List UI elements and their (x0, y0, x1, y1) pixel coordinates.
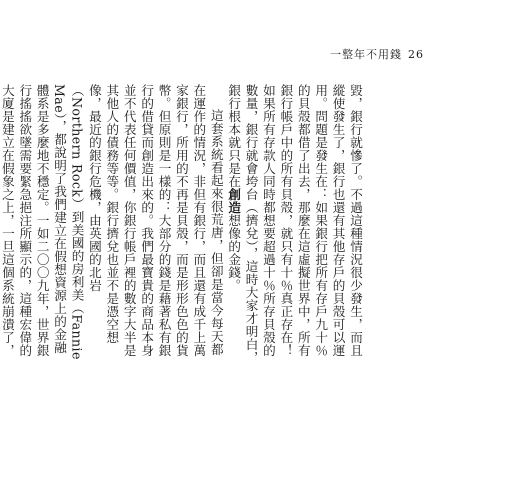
page-number: 26 (408, 48, 424, 61)
running-header (330, 46, 424, 62)
text-segment: 這套系統看起來很荒唐，但卻是當今每天都在運作的情況，非但有銀行，而且還有成千上萬家銀行，所用的不再是貝殼，而是形形色色的貨幣。但原則是一樣的：大部分的錢是藉著私有銀行的借貸而創造出來的。我們最寶貴的商品本身並不代表任何價值，你銀行帳戶裡的數字大半是其他人的債務等等。銀行擠兌也並不是憑空想像，最近的銀行危機，由英國的北岩（Northern Rock）到美國的房利美（Fannie Mae），都說明了我們建立在假想資源上的金融體系是多麼地不穩定。一如二〇〇九年，世界銀行搖搖欲墜需要緊急挹注所顯示的，這種宏偉的大廈是建立在假象之上，一旦這個系統崩潰了， (0, 84, 224, 360)
paragraph (0, 84, 225, 366)
body-text (0, 84, 364, 366)
paragraph (225, 84, 364, 366)
emphasis-text: 創造 (226, 188, 242, 214)
text-segment: 毀，銀行就慘了。不過這種情況很少發生，而且縱使發生了，銀行也還有其他存戶的貝殼可以運用。問題是發生在：如果銀行把所有存戶九十％的貝殼都借了出去，那麼在這虛擬世界中，所有銀行帳戶中的所有貝殼，就只有十％真正存在！如果所有存款人同時都想要超過十％所存貝殼的數量，銀行就會垮台（擠兌），這時大家才明白，銀行根本就只是在 (226, 84, 363, 364)
book-title: 一整年不用錢 (330, 48, 402, 61)
text-segment: 想像的金錢。 (226, 214, 242, 292)
